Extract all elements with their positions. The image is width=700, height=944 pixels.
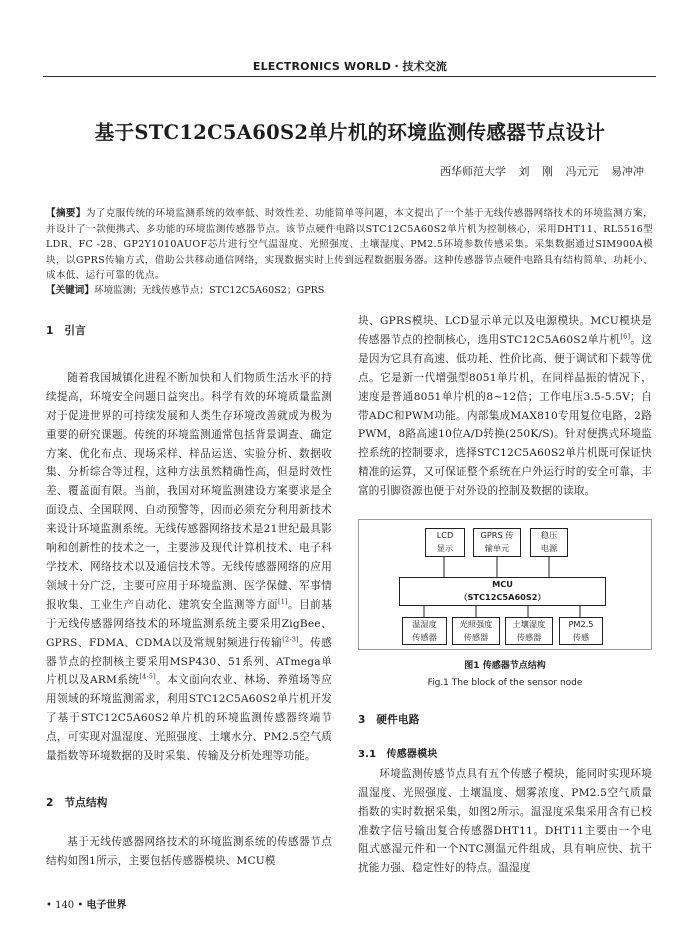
section-3-heading: 3 硬件电路: [358, 714, 420, 726]
soil-sensor-box: 土壤湿度 传感器: [505, 617, 553, 645]
gprs-box: GPRS 传 输单元: [473, 528, 521, 557]
authors: 西华师范大学 刘 刚 冯元元 易冲冲: [440, 165, 644, 178]
running-header: ELECTRONICS WORLD・技术交流: [252, 60, 448, 73]
light-sensor-box: 光照强度 传感器: [452, 617, 500, 645]
structure-paragraph: 基于无线传感器网络技术的环境监测系统的传感器节点结构如图1所示，主要包括传感器模块、MCU模: [46, 835, 332, 867]
right-column-bottom: [358, 711, 652, 878]
right-column-top: [358, 312, 652, 501]
humidity-sensor-box: 温湿度 传感器: [402, 617, 447, 645]
intro-paragraph: 随着我国城镇化进程不断加快和人们物质生活水平的持续提高，环境安全问题日益突出。科学有效的环境质量监测对于促进世界的可持续发展和人类生存环境改善就成为极为重要的研究课题。传统的环境监测通常包括背景调查、确定方案、优化布点、现场采样、样品运送、实验分析、数据收集、分析综合等过程，这种方法虽然精确性高，但是时效性差、覆盖面有限。当前，我国对环境监测建设方案要求是全面设点、全国联网、自动预警等，因而必须充分利用新技术来设计环境监测系统。无线传感器网络技术是21世纪最具影响和创新性的技术之一，主要涉及现代计算机技术、电子科学技术、网络技术以及通信技术等。无线传感器网络的应用领域十分广泛，主要可应用于环境监测、医学保健、军事情报收集、工业生产自动化、建筑安全监测等方面[1]。目前基于无线传感器网络技术的环境监测系统主要采用ZigBee、GPRS、FDMA、CDMA以及常规射频进行传输[2-3]。传感器节点的控制核主要采用MSP430、51系列、ATmega单片机以及ARM系统[4-5]。本文面向农业、林场、养殖场等应用领域的环境监测需求，利用STC12C5A60S2单片机开发了基于STC12C5A60S2单片机的环境监测传感器终端节点，可实现对温湿度、光照强度、土壤水分、PM2.5空气质量指数等环境数据的及时采集、传输及分析处理等功能。: [46, 371, 333, 763]
figure-caption-en: Fig.1 The block of the sensor node: [427, 678, 583, 688]
pm25-sensor-box: PM2.5 传感: [559, 617, 603, 645]
mcu-box: MCU （STC12C5A60S2）: [399, 577, 606, 606]
left-column: [46, 322, 332, 871]
section-1-heading: 1 引言: [46, 325, 86, 337]
keywords-label: 【关键词】: [46, 285, 94, 296]
abstract-label: 【摘要】: [46, 208, 86, 219]
abstract-text: 为了克服传统的环境监测系统的效率低、时效性差、功能简单等问题，本文提出了一个基于无线传感器网络技术的环境监测方案，并设计了一款便携式、多功能的环境监测传感器节点。该节点硬件电路以STC12C5A60S2单片机为控制核心，采用DHT11、RL5516型LDR、FC -28、GP2Y1010AUOF芯片进行空气温湿度、光照强度、土壤湿度、PM2.5环境参数传感采集。采集数据通过SIM900A模块，以GPRS传输方式，借助公共移动通信网络，实现数据实时上传到远程数据服务器。这种传感器节点硬件电路具有结构简单、功耗小、成本低、运行可靠的优点。: [46, 208, 653, 282]
header-rule: [43, 76, 656, 77]
journal-name: 电子世界: [86, 900, 127, 911]
mcu-paragraph: 块、GPRS模块、LCD显示单元以及电源模块。MCU模块是传感器节点的控制核心，选用STC12C5A60S2单片机[6]。这是因为它具有高速、低功耗、性价比高、便于调试和下载等优点。它是新一代增强型8051单片机，在同样晶振的情况下，速度是普通8051单片机的8~12倍；工作电压3.5-5.5V；自带ADC和PWM功能。内部集成MAX810专用复位电路，2路PWM，8路高速10位A/D转换(250K/S)。针对便携式环境监控系统的控制要求，选择STC12C5A60S2单片机既可保证快精准的运算，又可保证整个系统在户外运行时的安全可靠，丰富的引脚资源也便于对外设的控制及数据的读取。: [358, 315, 652, 498]
paper-title: 基于STC12C5A60S2单片机的环境监测传感器节点设计: [94, 121, 606, 144]
sensor-paragraph: 环境监测传感节点具有五个传感子模块，能同时实现环境温湿度、光照强度、土壤温度、烟雾浓度、PM2.5空气质量指数的实时数据采集，如图2所示。温湿度采集采用含有已校准数字信号输出复合传感器DHT11。DHT11主要由一个电阻式感湿元件和一个NTC测温元件组成，具有响应快、抗干扰能力强、稳定性好的特点。温湿度: [358, 767, 652, 875]
keywords-text: 环境监测；无线传感节点；STC12C5A60S2；GPRS: [93, 285, 325, 296]
power-box: 稳压 电源: [530, 528, 568, 557]
section-3-1-heading: 3.1 传感器模块: [358, 748, 438, 760]
section-2-heading: 2 节点结构: [46, 796, 108, 809]
lcd-box: LCD 显示: [425, 528, 465, 557]
keywords: [46, 283, 653, 299]
abstract: [46, 206, 653, 284]
block-diagram: [358, 519, 652, 650]
page-number: • 140 •: [46, 900, 84, 911]
page-footer: [46, 896, 126, 911]
figure-caption-cn: 图1 传感器节点结构: [464, 661, 546, 671]
